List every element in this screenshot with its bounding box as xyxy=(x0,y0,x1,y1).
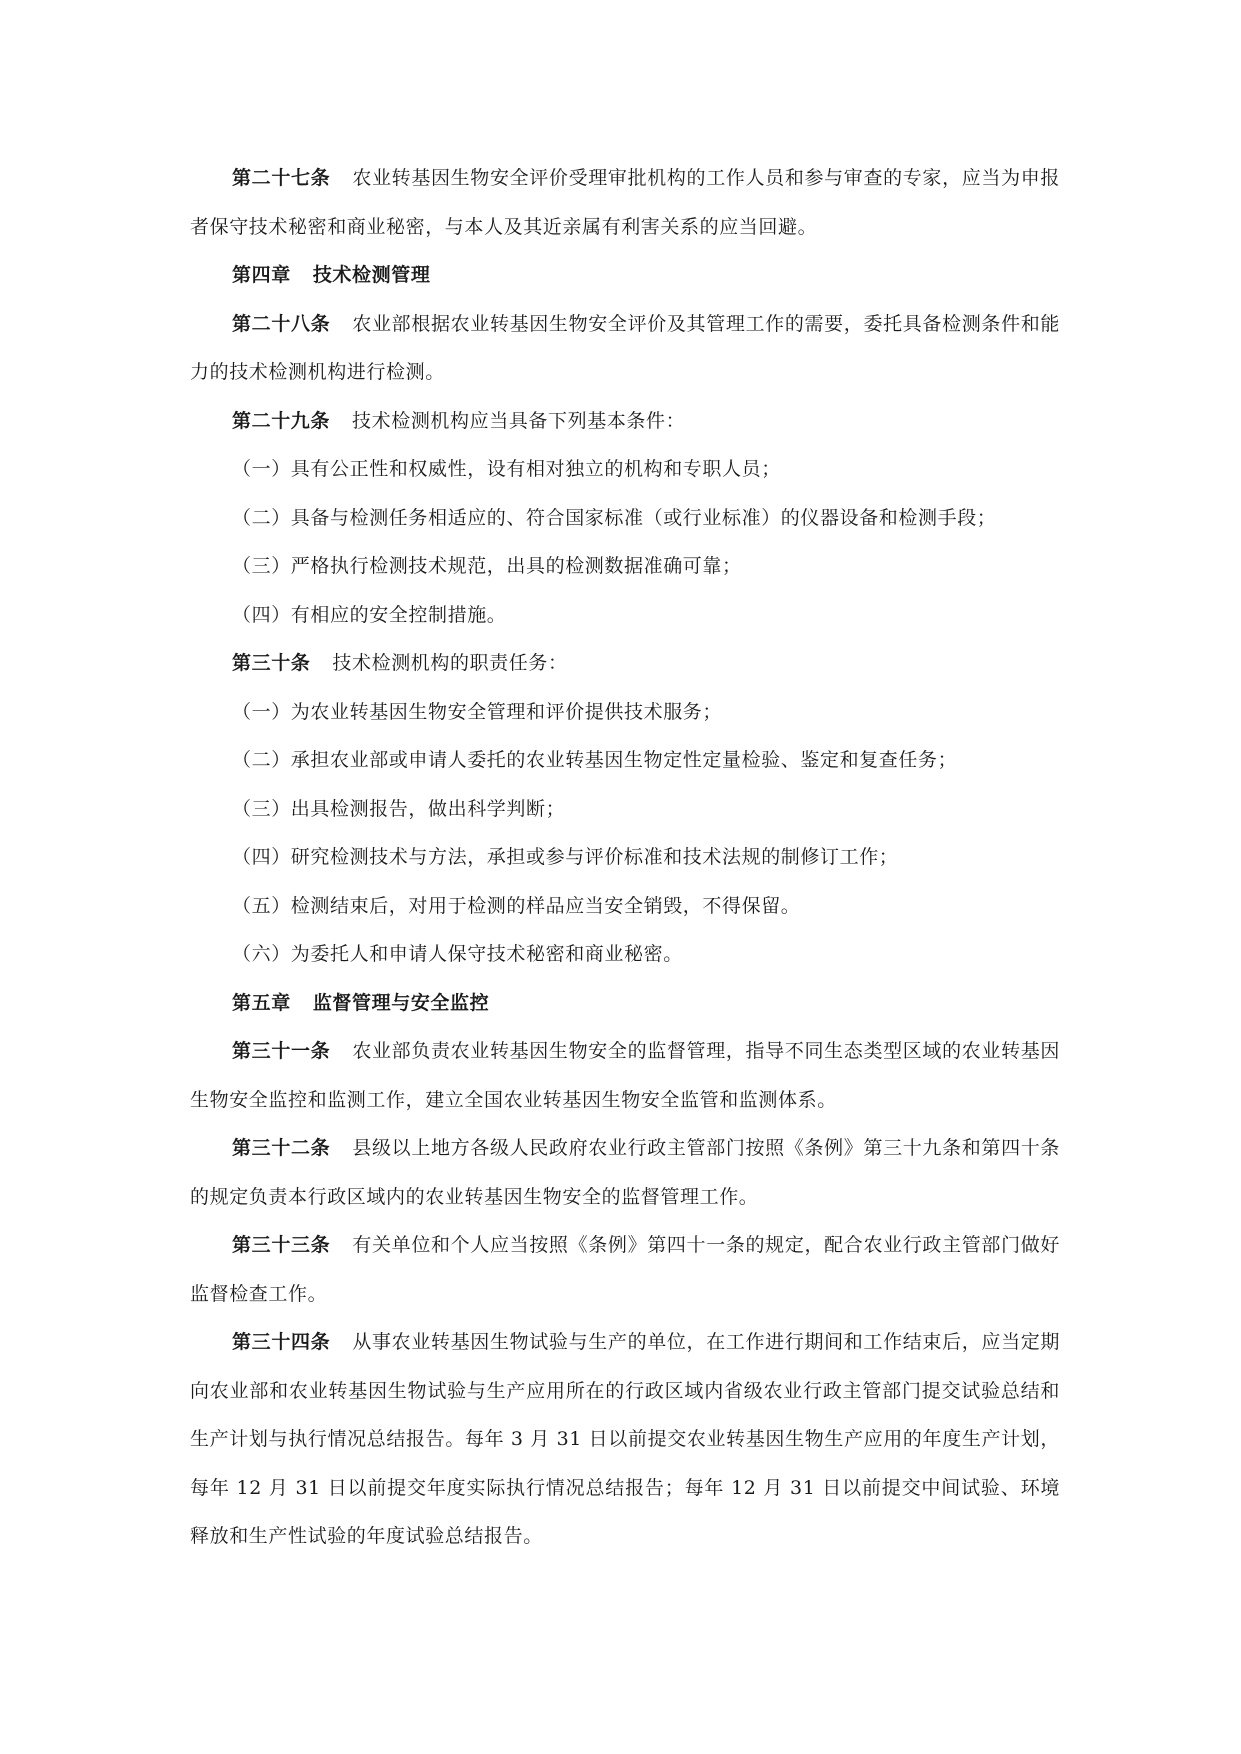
article-label: 第二十九条 xyxy=(232,409,331,432)
article-32 xyxy=(190,1124,1060,1221)
article-label: 第三十四条 xyxy=(232,1331,331,1353)
chapter-5-heading xyxy=(190,979,1060,1028)
article-text: 技术检测机构应当具备下列基本条件： xyxy=(352,409,686,432)
article-text: 农业转基因生物安全评价受理审批机构的工作人员和参与审查的专家，应当为申报者保守技术秘密和商业秘密，与本人及其近亲属有利害关系的应当回避。 xyxy=(190,167,1060,238)
chapter-label: 第四章 xyxy=(232,264,291,286)
list-item: （二）具备与检测任务相适应的、符合国家标准（或行业标准）的仪器设备和检测手段； xyxy=(232,506,997,529)
list-item: （四）研究检测技术与方法，承担或参与评价标准和技术法规的制修订工作； xyxy=(232,846,899,868)
article-29 xyxy=(190,397,1060,446)
article-28 xyxy=(190,300,1060,397)
article-31 xyxy=(190,1027,1060,1124)
article-33 xyxy=(190,1221,1060,1318)
article-text: 有关单位和个人应当按照《条例》第四十一条的规定，配合农业行政主管部门做好监督检查工作。 xyxy=(190,1234,1060,1305)
list-item: （一）为农业转基因生物安全管理和评价提供技术服务； xyxy=(232,700,723,723)
list-item: （三）出具检测报告，做出科学判断； xyxy=(232,797,566,820)
chapter-label: 第五章 xyxy=(232,991,291,1014)
article-label: 第三十条 xyxy=(232,652,311,674)
article-text: 技术检测机构的职责任务： xyxy=(332,652,568,674)
article-label: 第三十二条 xyxy=(232,1137,331,1159)
chapter-title: 技术检测管理 xyxy=(312,264,431,286)
article-30 xyxy=(190,639,1060,688)
article-label: 第二十八条 xyxy=(232,312,331,335)
list-item: （五）检测结束后，对用于检测的样品应当安全销毁，不得保留。 xyxy=(232,894,801,917)
article-text: 农业部负责农业转基因生物安全的监督管理，指导不同生态类型区域的农业转基因生物安全监控和监测工作，建立全国农业转基因生物安全监管和监测体系。 xyxy=(190,1040,1060,1111)
article-label: 第三十三条 xyxy=(232,1234,331,1256)
article-34 xyxy=(190,1318,1060,1561)
article-label: 第二十七条 xyxy=(232,167,331,189)
article-27 xyxy=(190,154,1060,251)
document-body xyxy=(190,154,1060,1561)
article-text: 从事农业转基因生物试验与生产的单位，在工作进行期间和工作结束后，应当定期向农业部和农业转基因生物试验与生产应用所在的行政区域内省级农业行政主管部门提交试验总结和生产计划与执行情况总结报告。每年 3 月 31 日以前提交农业转基因生物生产应用的年度生产计划，每年 12 月 31 日以前提交年度实际执行情况总结报告；每年 12 月 31 日以前提交中间试验、环境释放和生产性试验的年度试验总结报告。 xyxy=(190,1331,1060,1547)
list-item: （六）为委托人和申请人保守技术秘密和商业秘密。 xyxy=(232,943,683,965)
list-item: （二）承担农业部或申请人委托的农业转基因生物定性定量检验、鉴定和复查任务； xyxy=(232,749,958,771)
list-item: （三）严格执行检测技术规范，出具的检测数据准确可靠； xyxy=(232,555,742,577)
article-text: 农业部根据农业转基因生物安全评价及其管理工作的需要，委托具备检测条件和能力的技术检测机构进行检测。 xyxy=(190,312,1060,383)
article-label: 第三十一条 xyxy=(232,1040,331,1062)
chapter-title: 监督管理与安全监控 xyxy=(312,991,490,1014)
article-text: 县级以上地方各级人民政府农业行政主管部门按照《条例》第三十九条和第四十条的规定负责本行政区域内的农业转基因生物安全的监督管理工作。 xyxy=(190,1137,1060,1208)
list-item: （一）具有公正性和权威性，设有相对独立的机构和专职人员； xyxy=(232,458,781,480)
list-item: （四）有相应的安全控制措施。 xyxy=(232,603,507,626)
chapter-4-heading xyxy=(190,251,1060,300)
